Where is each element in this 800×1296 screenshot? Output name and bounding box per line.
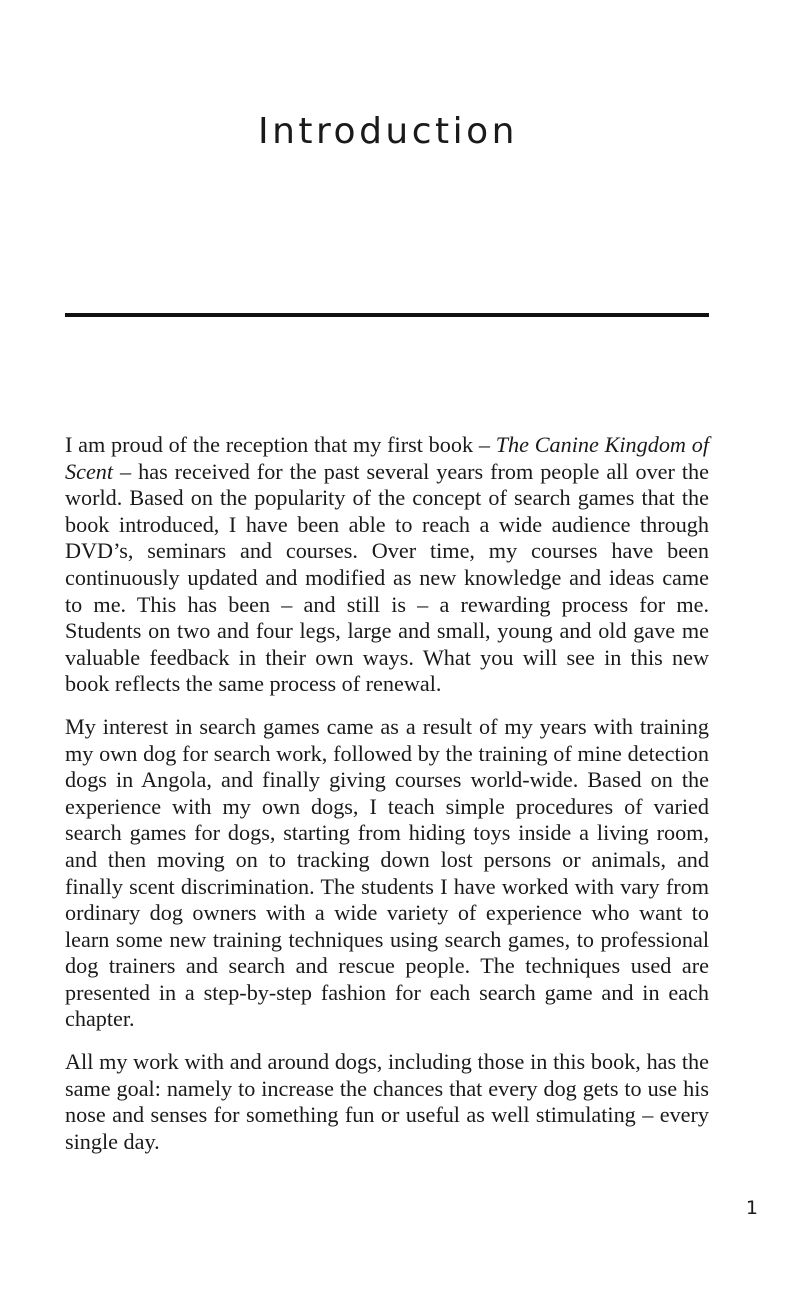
paragraph-1 bbox=[65, 432, 709, 698]
book-title: The Canine Kingdom of Scent bbox=[65, 432, 709, 484]
page-title: Introduction bbox=[257, 111, 518, 152]
paragraph-1-text-start: I am proud of the reception that my first book – bbox=[65, 432, 496, 457]
paragraph-3: All my work with and around dogs, including those in this book, has the same goal: namely to increase the chances that every dog gets to use his nose and senses for something fun or useful as well stimulating – every single day. bbox=[65, 1049, 709, 1154]
body-text bbox=[65, 432, 709, 1171]
page-number: 1 bbox=[745, 1197, 758, 1219]
title-rule bbox=[65, 313, 709, 317]
paragraph-1-text-end: – has received for the past several years from people all over the world. Based on the popularity of the concept of search games that the book introduced, I have been able to reach a wide audience through DVD’s, seminars and courses. Over time, my courses have been continuously updated and modified as new knowledge and ideas came to me. This has been – and still is – a rewarding process for me. Students on two and four legs, large and small, young and old gave me valuable feedback in their own ways. What you will see in this new book reflects the same process of renewal. bbox=[65, 458, 709, 697]
paragraph-2: My interest in search games came as a result of my years with training my own dog for search work, followed by the training of mine detection dogs in Angola, and finally giving courses world-wide. Based on the experience with my own dogs, I teach simple procedures of varied search games for dogs, starting from hiding toys inside a living room, and then moving on to tracking down lost persons or animals, and finally scent discrimination. The students I have worked with vary from ordinary dog owners with a wide variety of experience who want to learn some new training techniques using search games, to professional dog trainers and search and rescue people. The techniques used are presented in a step-by-step fashion for each search game and in each chapter. bbox=[65, 713, 709, 1032]
